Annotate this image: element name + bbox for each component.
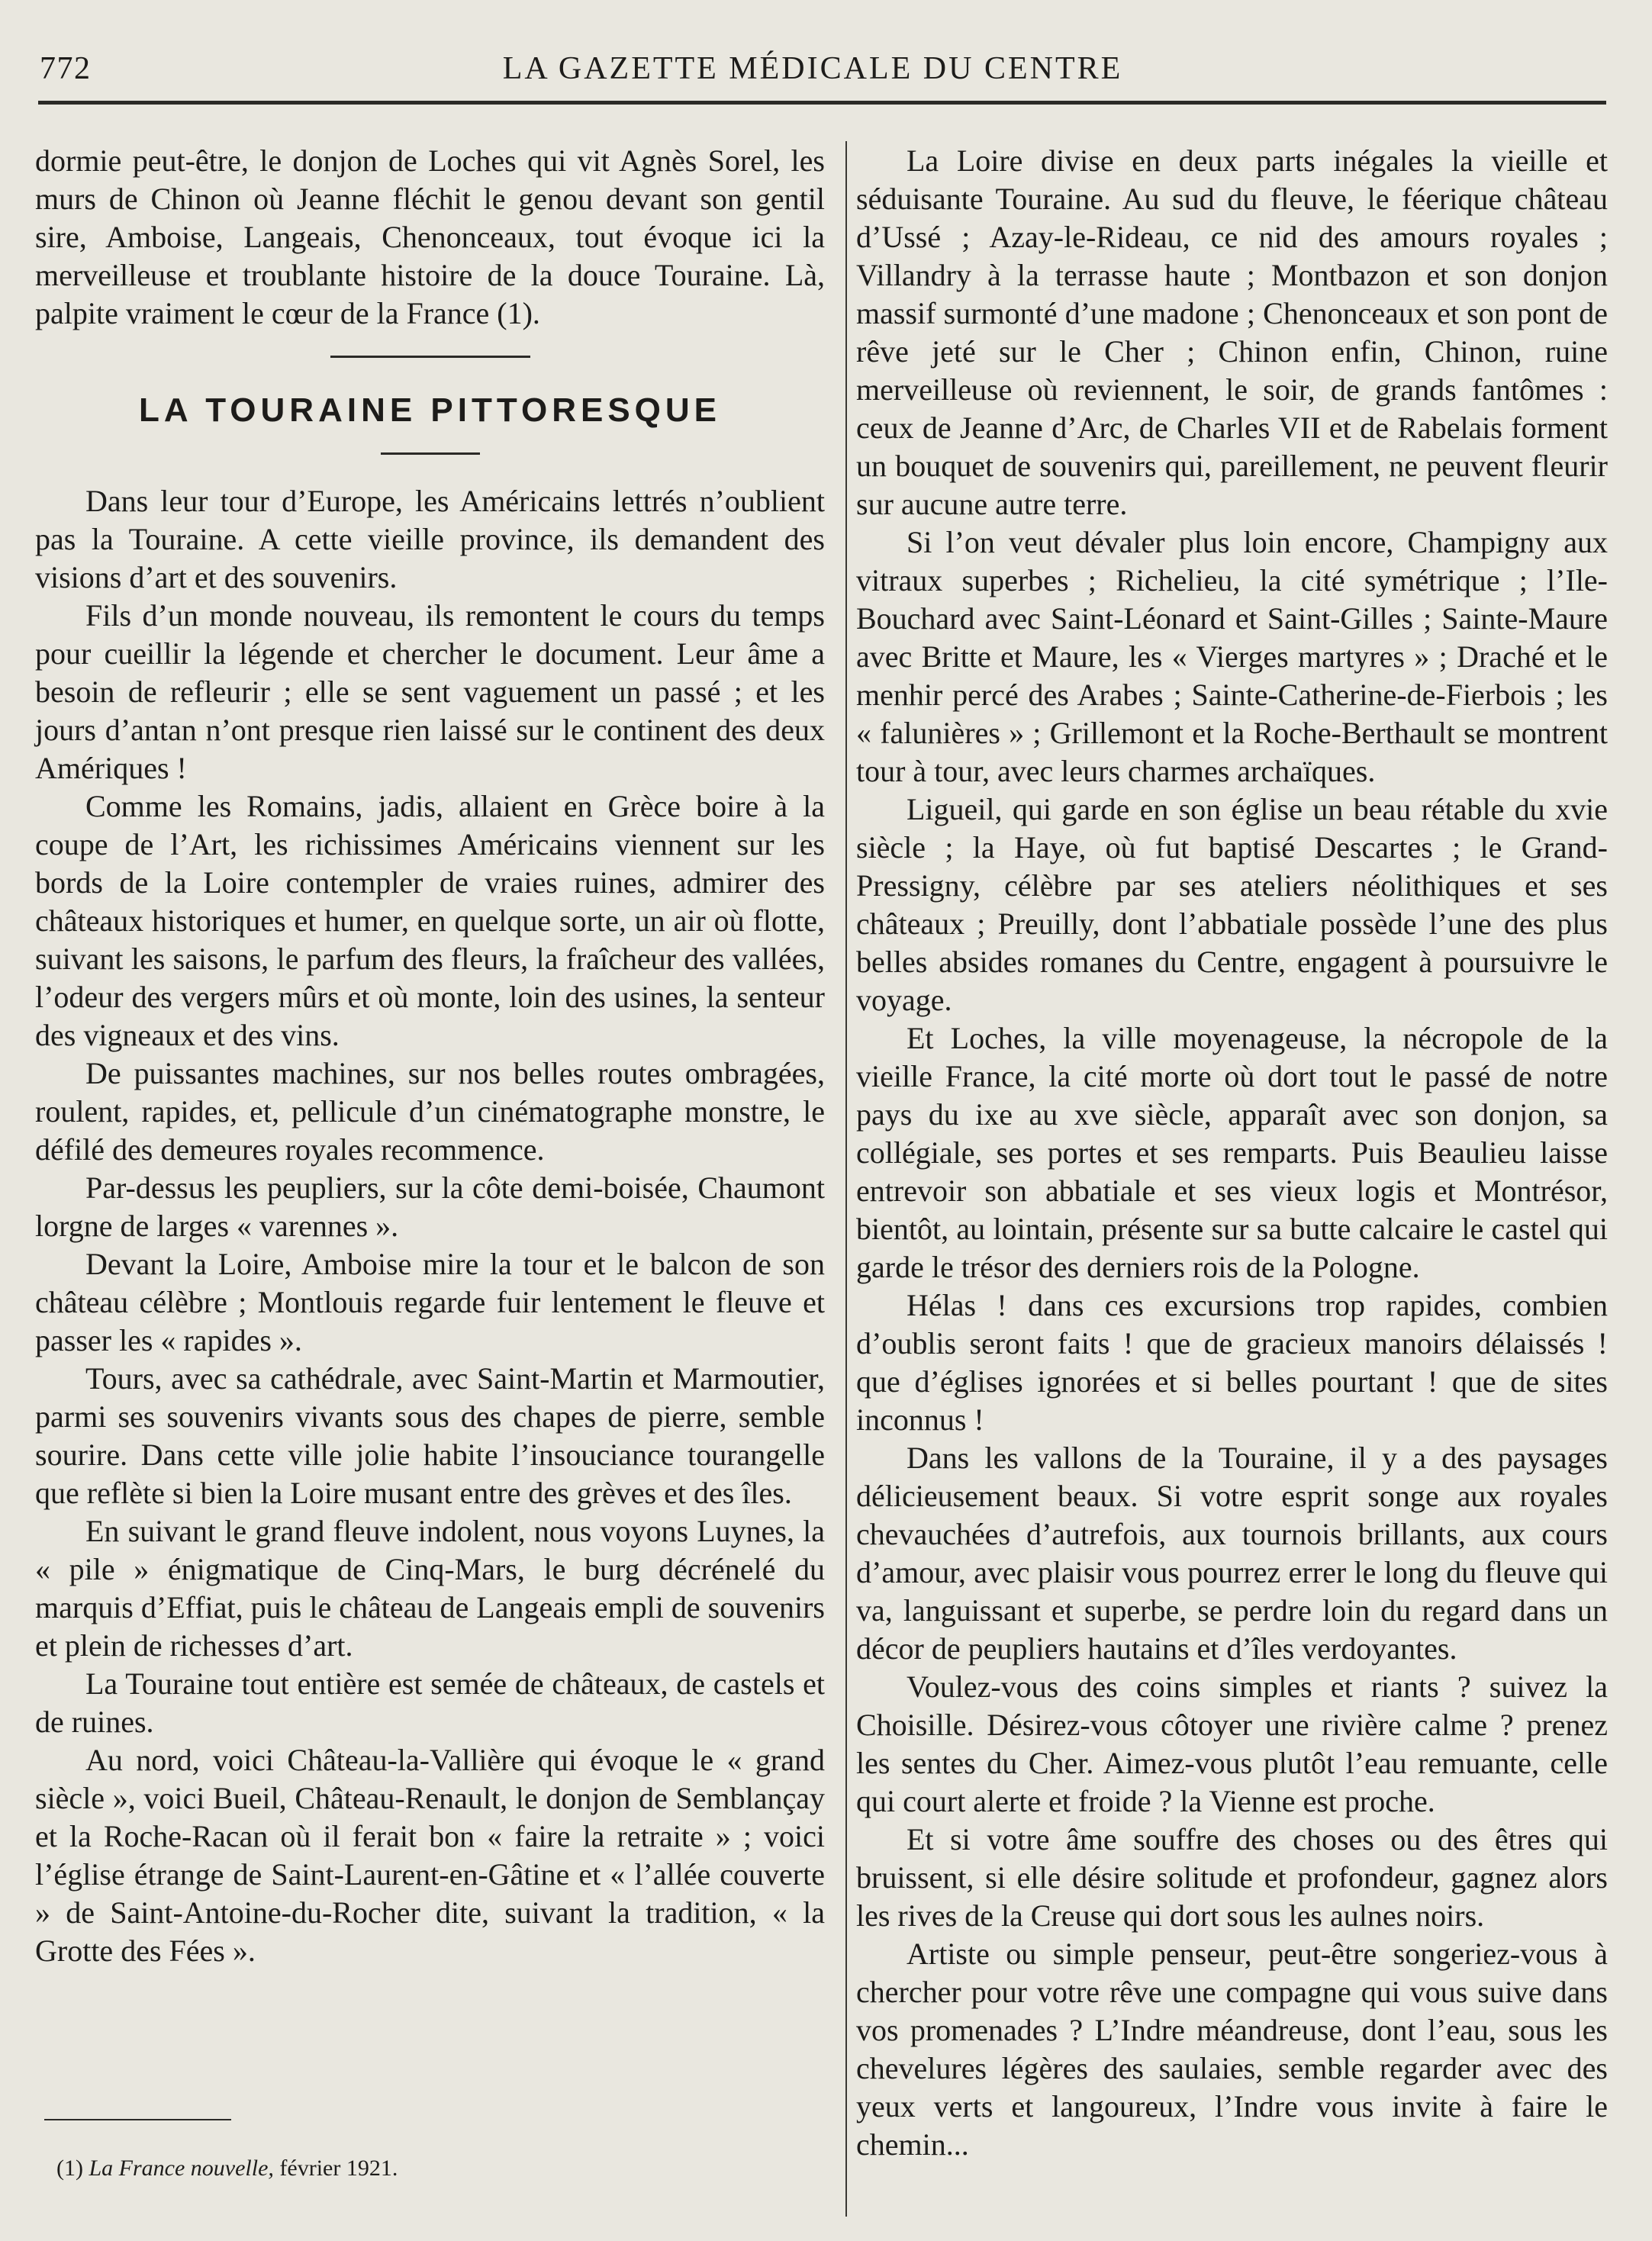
section-rule-bottom <box>381 452 480 455</box>
paragraph: Au nord, voici Château-la-Vallière qui évoque le « grand siècle », voici Bueil, Château-Renault, le donjon de Semblançay et la Roche-Racan où il ferait bon « faire la retraite » ; voici l’église étrange de Saint-Laurent-en-Gâtine et « l’allée couverte » de Saint-Antoine-du-Rocher dite, suivant la tradition, « la Grotte des Fées ». <box>35 1743 825 1968</box>
left-column <box>35 142 825 1970</box>
paragraph: De puissantes machines, sur nos belles routes ombragées, roulent, rapides, et, pellicule d’un cinématographe monstre, le défilé des demeures royales recommence. <box>35 1056 825 1167</box>
paragraph: Dans leur tour d’Europe, les Américains lettrés n’oublient pas la Touraine. A cette vieille province, ils demandent des visions d’art et des souvenirs. <box>35 484 825 594</box>
paragraph: Et Loches, la ville moyenageuse, la nécropole de la vieille France, la cité morte où dort tout le passé de notre pays du ixe au xve siècle, apparaît avec son donjon, sa collégiale, ses portes et ses remparts. Puis Beaulieu laisse entrevoir son abbatiale et ses vieux logis et Montrésor, bientôt, au lointain, présente sur sa butte calcaire le castel qui garde le trésor des derniers rois de la Pologne. <box>856 1021 1608 1284</box>
running-title: LA GAZETTE MÉDICALE DU CENTRE <box>502 51 1123 86</box>
paragraph: Comme les Romains, jadis, allaient en Grèce boire à la coupe de l’Art, les richissimes Américains viennent sur les bords de la Loire contempler de vraies ruines, admirer des châteaux historiques et humer, en quelque sorte, un air où flotte, suivant les saisons, le parfum des fleurs, la fraîcheur des vallées, l’odeur des vergers mûrs et où monte, loin des usines, la senteur des vigneaux et des vins. <box>35 789 825 1052</box>
paragraph: Si l’on veut dévaler plus loin encore, Champigny aux vitraux superbes ; Richelieu, la cité symétrique ; l’Ile-Bouchard avec Saint-Léonard et Saint-Gilles ; Sainte-Maure avec Britte et Maure, les « Vierges martyres » ; Draché et le menhir percé des Arabes ; Sainte-Catherine-de-Fierbois ; les « falunières » ; Grillemont et la Roche-Berthault se montrent tour à tour, avec leurs charmes archaïques. <box>856 525 1608 788</box>
paragraph: Voulez-vous des coins simples et riants ? suivez la Choisille. Désirez-vous côtoyer une rivière calme ? prenez les sentes du Cher. Aimez-vous plutôt l’eau remuante, celle qui court alerte et froide ? la Vienne est proche. <box>856 1669 1608 1818</box>
page-header <box>31 44 1595 98</box>
paragraph: Ligueil, qui garde en son église un beau rétable du xvie siècle ; la Haye, où fut baptisé Descartes ; le Grand-Pressigny, célèbre par ses ateliers néolithiques et ses châteaux ; Preuilly, dont l’abbatiale possède l’une des plus belles absides romanes du Centre, engagent à poursuivre le voyage. <box>856 792 1608 1017</box>
paragraph: Artiste ou simple penseur, peut-être songeriez-vous à chercher pour votre rêve une compagne qui vous suive dans vos promenades ? L’Indre méandreuse, dont l’eau, sous les chevelures légères des saulaies, semble regarder avec des yeux verts et langoureux, l’Indre vous invite à faire le chemin... <box>856 1937 1608 2162</box>
opening-paragraph: dormie peut-être, le donjon de Loches qui vit Agnès Sorel, les murs de Chinon où Jeanne fléchit le genou devant son gentil sire, Amboise, Langeais, Chenonceaux, tout évoque ici la merveilleuse et troublante histoire de la douce Touraine. Là, palpite vraiment le cœur de la France (1). <box>35 143 825 330</box>
page-number: 772 <box>40 51 92 86</box>
paragraph: Hélas ! dans ces excursions trop rapides, combien d’oublis seront faits ! que de gracieux manoirs délaissés ! que d’églises ignorées et si belles pourtant ! que de sites inconnus ! <box>856 1288 1608 1437</box>
paragraph: Tours, avec sa cathédrale, avec Saint-Martin et Marmoutier, parmi ses souvenirs vivants sous des chapes de pierre, semble sourire. Dans cette ville jolie habite l’insouciance tourangelle que reflète si bien la Loire musant entre des grèves et des îles. <box>35 1361 825 1510</box>
paragraph: La Touraine tout entière est semée de châteaux, de castels et de ruines. <box>35 1666 825 1739</box>
header-rule <box>38 101 1606 105</box>
footnote-marker: (1) <box>56 2156 83 2181</box>
paragraph: La Loire divise en deux parts inégales la vieille et séduisante Touraine. Au sud du fleuve, le féerique château d’Ussé ; Azay-le-Rideau, ce nid des amours royales ; Villandry à la terrasse haute ; Montbazon et son donjon massif surmonté d’une madone ; Chenonceaux et son pont de rêve jeté sur le Cher ; Chinon enfin, Chinon, ruine merveilleuse où reviennent, le soir, de grands fantômes : ceux de Jeanne d’Arc, de Charles VII et de Rabelais forment un bouquet de souvenirs qui, pareillement, ne peuvent fleurir sur aucune autre terre. <box>856 143 1608 521</box>
paragraph: Dans les vallons de la Touraine, il y a des paysages délicieusement beaux. Si votre esprit songe aux royales chevauchées d’autrefois, aux tournois brillants, aux cours d’amour, avec plaisir vous pourrez errer le long du fleuve qui va, languissant et superbe, se perdre loin du regard dans un décor de peupliers hautains et d’îles verdoyantes. <box>856 1441 1608 1666</box>
paragraph: Et si votre âme souffre des choses ou des êtres qui bruissent, si elle désire solitude et profondeur, gagnez alors les rives de la Creuse qui dort sous les aulnes noirs. <box>856 1822 1608 1933</box>
section-title: LA TOURAINE PITTORESQUE <box>138 391 722 429</box>
footnote-rule <box>44 2119 231 2120</box>
paragraph: Par-dessus les peupliers, sur la côte demi-boisée, Chaumont lorgne de larges « varennes ». <box>35 1170 825 1243</box>
section-rule-top <box>330 356 530 358</box>
footnote <box>56 2153 398 2184</box>
paragraph: En suivant le grand fleuve indolent, nous voyons Luynes, la « pile » énigmatique de Cinq-Mars, le burg décrénelé du marquis d’Effiat, puis le château de Langeais empli de souvenirs et plein de richesses d’art. <box>35 1514 825 1663</box>
paragraph: Fils d’un monde nouveau, ils remontent le cours du temps pour cueillir la légende et chercher le document. Leur âme a besoin de refleurir ; elle se sent vaguement un passé ; et les jours d’antan n’ont presque rien laissé sur le continent des deux Amériques ! <box>35 598 825 785</box>
right-column <box>856 142 1608 2164</box>
paragraph: Devant la Loire, Amboise mire la tour et le balcon de son château célèbre ; Montlouis regarde fuir lentement le fleuve et passer les « rapides ». <box>35 1247 825 1357</box>
footnote-date: février 1921. <box>279 2156 398 2181</box>
column-divider <box>845 141 847 2217</box>
footnote-source: La France nouvelle, <box>89 2156 274 2181</box>
